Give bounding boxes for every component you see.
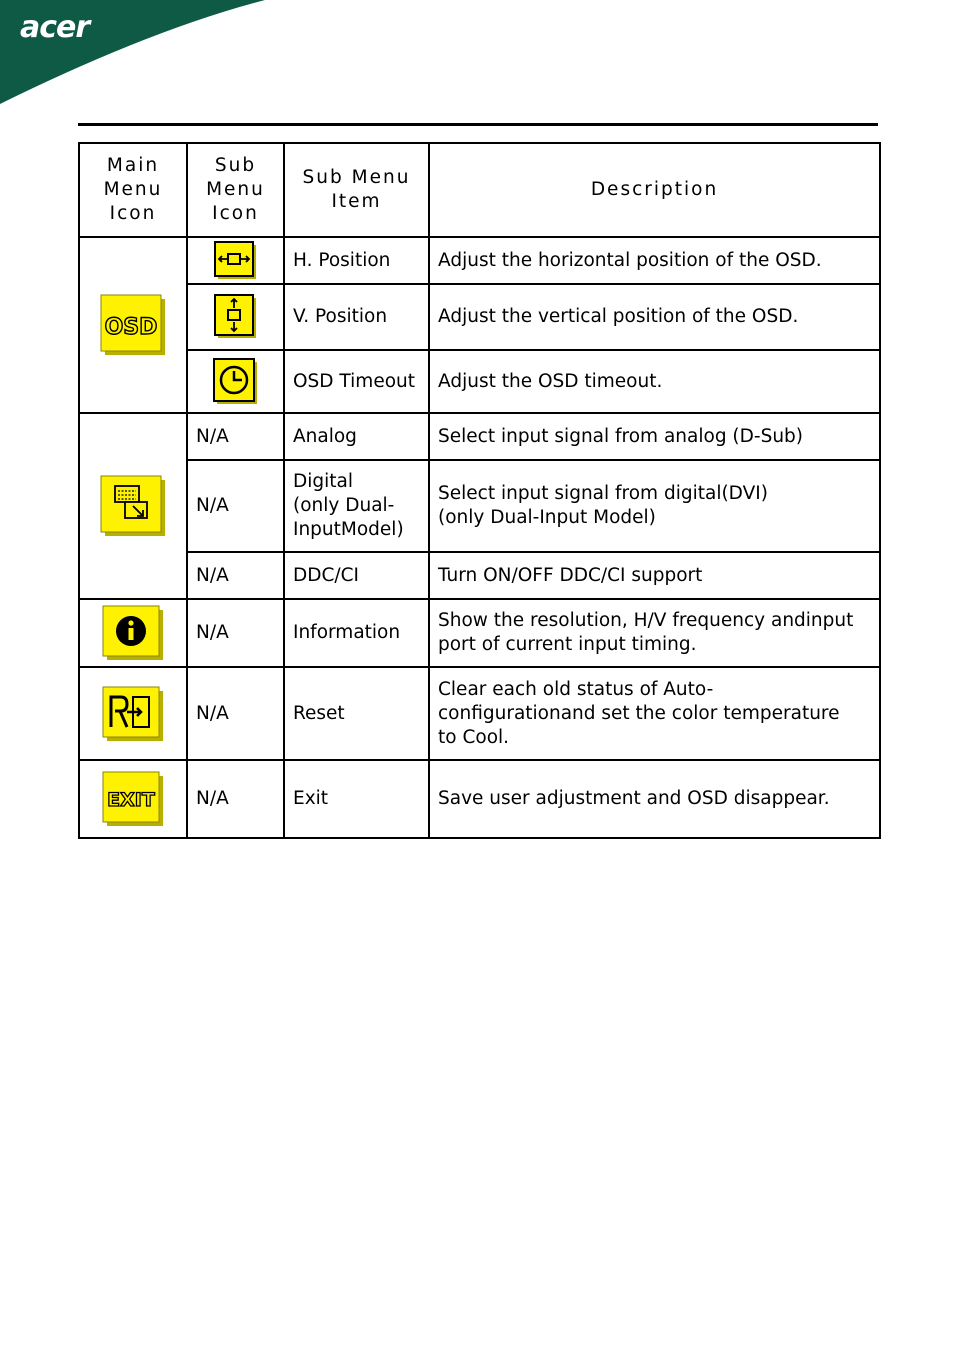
description: Save user adjustment and OSD disappear. bbox=[429, 760, 880, 838]
osd-menu-table bbox=[78, 142, 881, 839]
acer-logo: acer bbox=[20, 10, 90, 45]
description: Adjust the vertical position of the OSD. bbox=[429, 284, 880, 350]
header-description: Description bbox=[429, 143, 880, 237]
information-icon bbox=[101, 604, 165, 662]
main-icon-cell bbox=[79, 237, 187, 413]
sub-menu-item: Analog bbox=[284, 413, 429, 460]
header-sub-menu-item: Sub Menu Item bbox=[284, 143, 429, 237]
svg-text:OSD: OSD bbox=[104, 315, 158, 340]
header-sub-menu-icon: Sub Menu Icon bbox=[187, 143, 284, 237]
header-rule bbox=[78, 123, 878, 126]
sub-menu-item: OSD Timeout bbox=[284, 350, 429, 413]
clock-icon bbox=[213, 358, 259, 406]
sub-menu-item: Digital (only Dual- InputModel) bbox=[284, 460, 429, 552]
h-position-icon bbox=[214, 241, 258, 281]
sub-menu-item: Information bbox=[284, 599, 429, 667]
sub-menu-icon-na: N/A bbox=[187, 460, 284, 552]
osd-icon bbox=[99, 293, 167, 357]
sub-icon-cell bbox=[187, 350, 284, 413]
sub-menu-item: Exit bbox=[284, 760, 429, 838]
sub-menu-icon-na: N/A bbox=[187, 552, 284, 599]
sub-menu-item: DDC/CI bbox=[284, 552, 429, 599]
table-row bbox=[79, 667, 880, 760]
sub-menu-icon-na: N/A bbox=[187, 760, 284, 838]
sub-menu-icon-na: N/A bbox=[187, 599, 284, 667]
description: Select input signal from analog (D-Sub) bbox=[429, 413, 880, 460]
description: Adjust the OSD timeout. bbox=[429, 350, 880, 413]
description: Turn ON/OFF DDC/CI support bbox=[429, 552, 880, 599]
description: Show the resolution, H/V frequency andinput port of current input timing. bbox=[429, 599, 880, 667]
table-row bbox=[79, 237, 880, 284]
table-header-row bbox=[79, 143, 880, 237]
sub-icon-cell bbox=[187, 237, 284, 284]
reset-icon bbox=[101, 685, 165, 743]
table-row bbox=[79, 350, 880, 413]
table-row bbox=[79, 552, 880, 599]
exit-icon bbox=[101, 770, 165, 828]
main-icon-cell bbox=[79, 667, 187, 760]
table-row bbox=[79, 284, 880, 350]
v-position-icon bbox=[214, 294, 258, 340]
description: Adjust the horizontal position of the OSD. bbox=[429, 237, 880, 284]
sub-menu-item: H. Position bbox=[284, 237, 429, 284]
table-row bbox=[79, 460, 880, 552]
sub-menu-icon-na: N/A bbox=[187, 413, 284, 460]
sub-icon-cell bbox=[187, 284, 284, 350]
sub-menu-item: Reset bbox=[284, 667, 429, 760]
description: Select input signal from digital(DVI) (only Dual-Input Model) bbox=[429, 460, 880, 552]
main-icon-cell bbox=[79, 760, 187, 838]
main-icon-cell bbox=[79, 599, 187, 667]
main-icon-cell bbox=[79, 413, 187, 599]
sub-menu-icon-na: N/A bbox=[187, 667, 284, 760]
table-row bbox=[79, 760, 880, 838]
svg-text:EXIT: EXIT bbox=[107, 789, 155, 811]
table-row bbox=[79, 413, 880, 460]
header-main-menu-icon: Main Menu Icon bbox=[79, 143, 187, 237]
input-select-icon bbox=[99, 474, 167, 538]
sub-menu-item: V. Position bbox=[284, 284, 429, 350]
table-row bbox=[79, 599, 880, 667]
description: Clear each old status of Auto- configurationand set the color temperature to Cool. bbox=[429, 667, 880, 760]
